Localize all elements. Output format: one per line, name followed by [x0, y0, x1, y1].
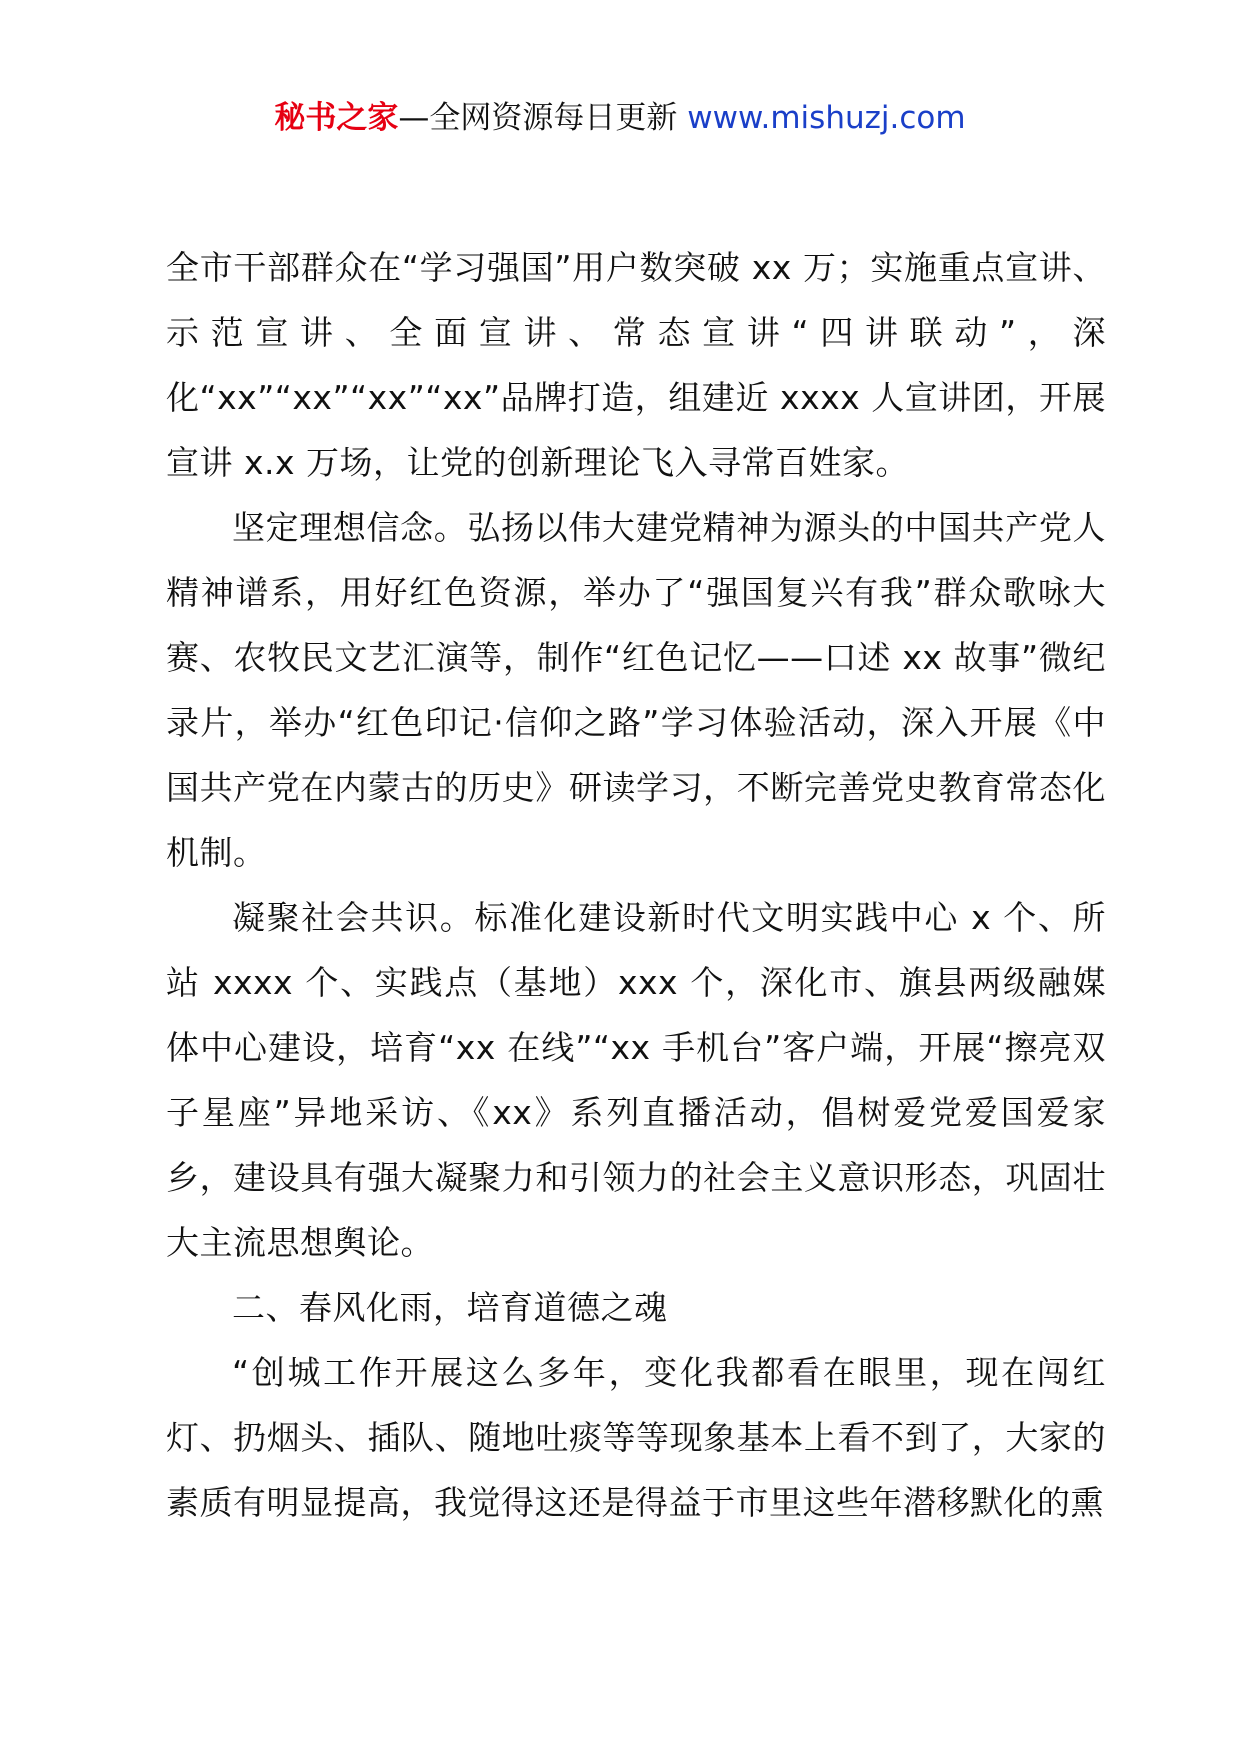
paragraph-continued: 全市干部群众在“学习强国”用户数突破 xx 万；实施重点宣讲、示范宣讲、全面宣讲、常态宣讲“四讲联动”，深化“xx”“xx”“xx”“xx”品牌打造，组建近 xxxx 人宣讲团，开展宣讲 x.x 万场，让党的创新理论飞入寻常百姓家。: [166, 248, 1106, 482]
paragraph-ideals: 坚定理想信念。弘扬以伟大建党精神为源头的中国共产党人精神谱系，用好红色资源，举办了“强国复兴有我”群众歌咏大赛、农牧民文艺汇演等，制作“红色记忆——口述 xx 故事”微纪录片，举办“红色印记·信仰之路”学习体验活动，深入开展《中国共产党在内蒙古的历史》研读学习，不断完善党史教育常态化机制。: [166, 508, 1106, 872]
document-body: [166, 235, 1106, 1535]
site-url-link[interactable]: www.mishuzj.com: [687, 100, 966, 136]
site-header: [0, 98, 1240, 138]
paragraph-quote: “创城工作开展这么多年，变化我都看在眼里，现在闯红灯、扔烟头、插队、随地吐痰等等现象基本上看不到了，大家的素质有明显提高，我觉得这还是得益于市里这些年潜移默化的熏: [166, 1353, 1106, 1522]
section-heading: 二、春风化雨，培育道德之魂: [232, 1288, 668, 1327]
paragraph-consensus: 凝聚社会共识。标准化建设新时代文明实践中心 x 个、所站 xxxx 个、实践点（基地）xxx 个，深化市、旗县两级融媒体中心建设，培育“xx 在线”“xx 手机台”客户端，开展“擦亮双子星座”异地采访、《xx》系列直播活动，倡树爱党爱国爱家乡，建设具有强大凝聚力和引领力的社会主义意识形态，巩固壮大主流思想舆论。: [166, 898, 1106, 1262]
brand-name: 秘书之家: [274, 100, 399, 136]
header-slogan: —全网资源每日更新: [398, 100, 678, 136]
